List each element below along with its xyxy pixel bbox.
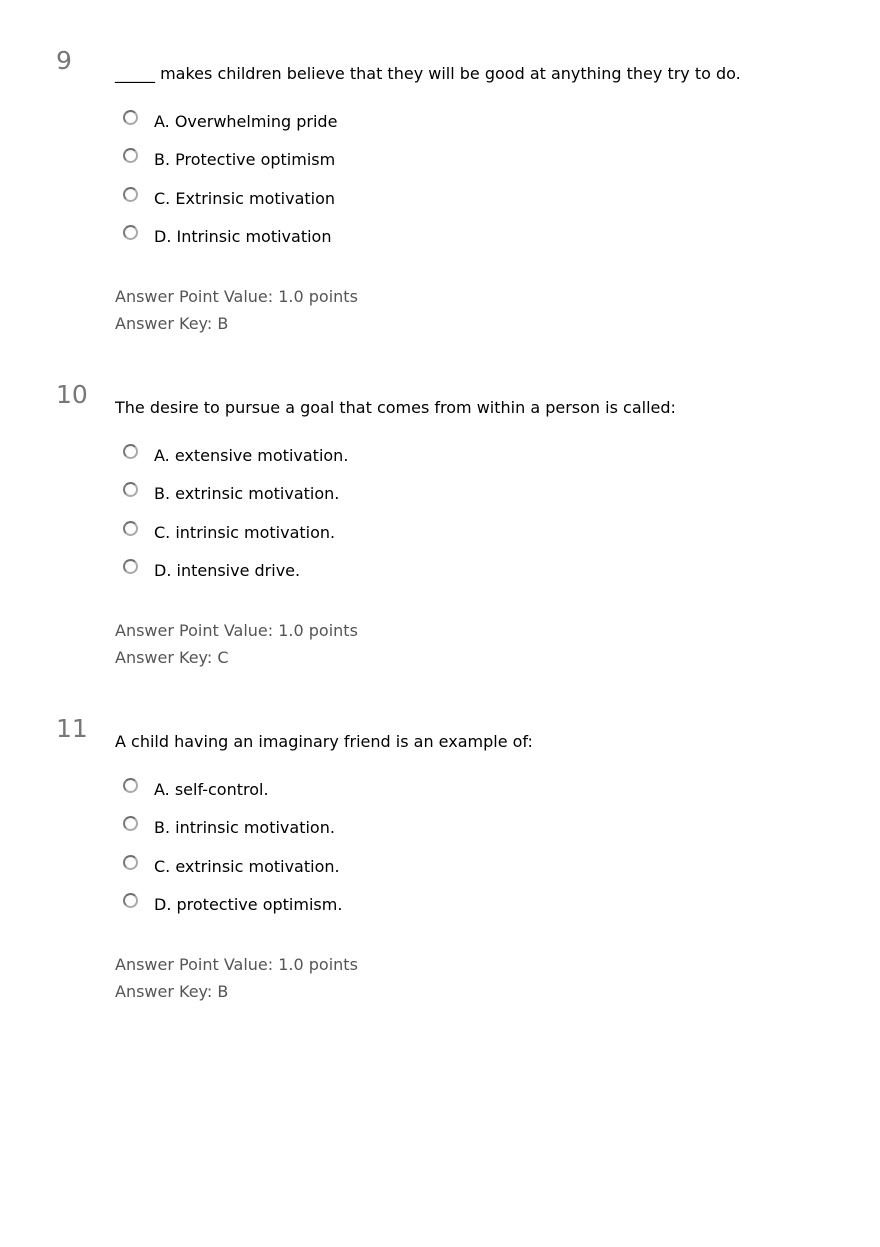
answer-key: Answer Key: B [115,314,229,333]
option-a[interactable] [123,777,342,815]
option-b[interactable] [123,481,348,519]
option-label: C. extrinsic motivation. [154,856,340,876]
question-number: 10 [56,380,88,409]
answer-key: Answer Key: B [115,982,229,1001]
question-text: _____ makes children believe that they will be good at anything they try to do. [115,64,741,83]
option-c[interactable] [123,520,348,558]
answer-point-value: Answer Point Value: 1.0 points [115,955,358,974]
question-number: 11 [56,714,88,743]
radio-button-icon[interactable] [123,521,138,536]
answer-key: Answer Key: C [115,648,229,667]
option-d[interactable] [123,224,337,262]
option-label: A. self-control. [154,780,269,799]
option-label: B. extrinsic motivation. [154,484,340,504]
question-9 [0,46,880,346]
question-text: A child having an imaginary friend is an example of: [115,732,533,751]
radio-button-icon[interactable] [123,110,138,125]
answer-point-value: Answer Point Value: 1.0 points [115,287,358,306]
radio-button-icon[interactable] [123,816,138,831]
radio-button-icon[interactable] [123,893,138,908]
option-b[interactable] [123,147,337,185]
option-label: C. Extrinsic motivation [154,188,336,208]
question-10 [0,380,880,680]
question-text: The desire to pursue a goal that comes from within a person is called: [115,398,676,417]
answer-options [123,443,348,596]
radio-button-icon[interactable] [123,225,138,240]
radio-button-icon[interactable] [123,148,138,163]
option-label: A. extensive motivation. [154,446,349,465]
answer-meta [115,617,358,671]
option-label: D. intensive drive. [154,560,301,580]
question-11 [0,714,880,1014]
answer-options [123,109,337,262]
option-label: C. intrinsic motivation. [154,522,336,542]
radio-button-icon[interactable] [123,559,138,574]
option-label: D. Intrinsic motivation [154,226,332,246]
option-c[interactable] [123,854,342,892]
option-c[interactable] [123,186,337,224]
answer-meta [115,951,358,1005]
answer-meta [115,283,358,337]
option-d[interactable] [123,558,348,596]
option-a[interactable] [123,443,348,481]
answer-point-value: Answer Point Value: 1.0 points [115,621,358,640]
answer-options [123,777,342,930]
option-d[interactable] [123,892,342,930]
radio-button-icon[interactable] [123,855,138,870]
question-number: 9 [56,46,72,75]
option-label: A. Overwhelming pride [154,112,338,131]
radio-button-icon[interactable] [123,778,138,793]
option-label: B. intrinsic motivation. [154,818,335,838]
option-label: D. protective optimism. [154,894,343,914]
radio-button-icon[interactable] [123,482,138,497]
option-label: B. Protective optimism [154,150,336,170]
radio-button-icon[interactable] [123,187,138,202]
radio-button-icon[interactable] [123,444,138,459]
option-a[interactable] [123,109,337,147]
option-b[interactable] [123,815,342,853]
